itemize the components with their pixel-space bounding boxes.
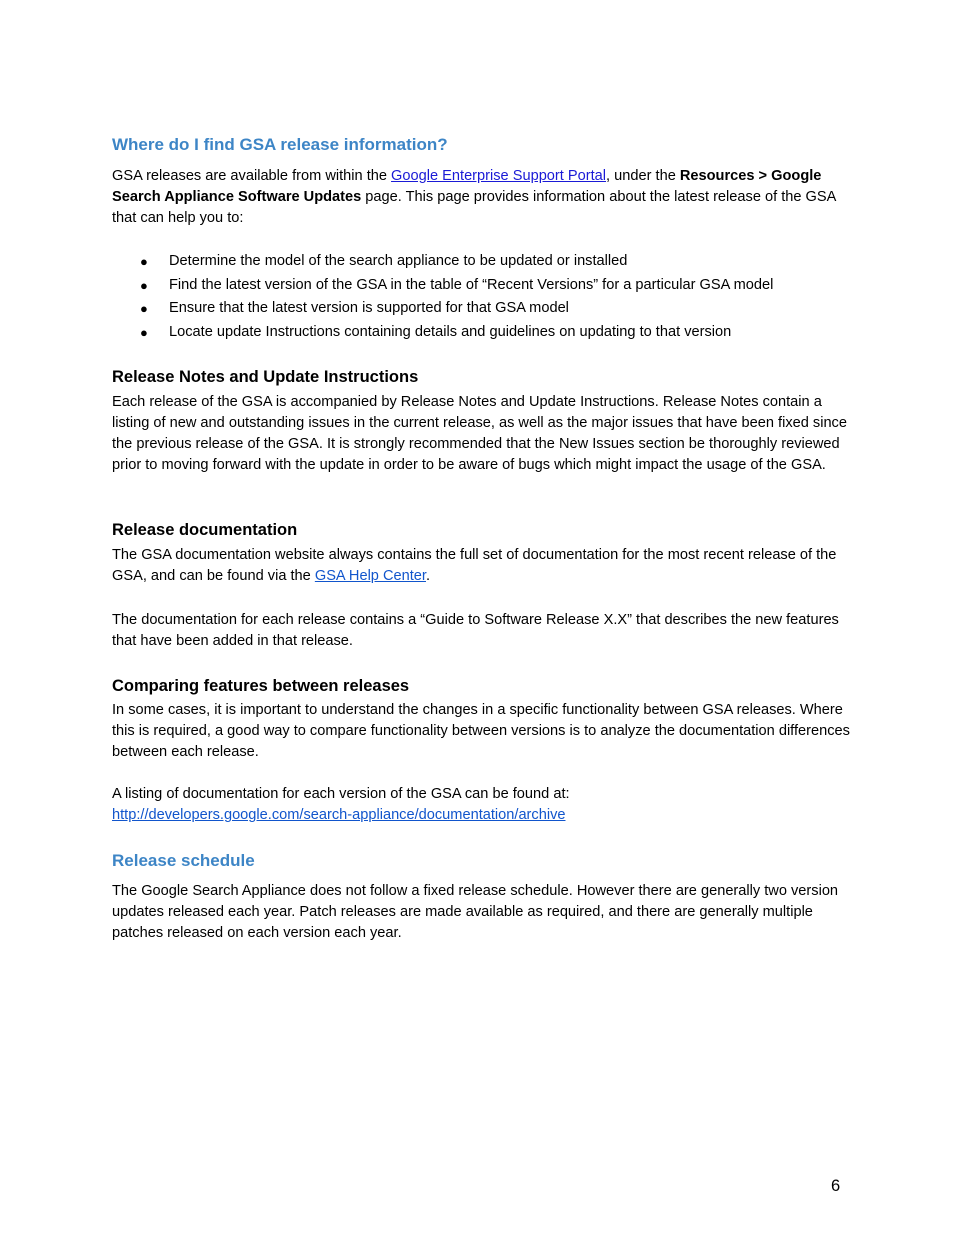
release-notes-paragraph: Each release of the GSA is accompanied by Release Notes and Update Instructions. Release Notes contain a listing of new and outstanding issues in the current release, as well as the major issues that have been fixed since the previous release of the GSA. It is strongly recommended that the New Issues section be thoroughly reviewed prior to moving forward with the update in order to be aware of bugs which might impact the usage of the GSA.	[112, 394, 847, 473]
release-docs-paragraph	[112, 545, 852, 587]
list-item-text: Find the latest version of the GSA in the table of “Recent Versions” for a particular GSA model	[169, 276, 774, 293]
intro-text-1: GSA releases are available from within the	[112, 168, 392, 184]
list-item	[112, 275, 852, 299]
bullet-icon: ●	[140, 324, 148, 340]
help-center-link[interactable]: GSA Help Center	[314, 568, 426, 584]
archive-text: A listing of documentation for each version of the GSA can be found at:	[112, 786, 570, 802]
intro-paragraph	[112, 166, 852, 229]
release-guide-paragraph: The documentation for each release contains a “Guide to Software Release X.X” that describes the new features that have been added in that release.	[112, 612, 839, 649]
page-number: 6	[831, 1177, 841, 1195]
comparing-paragraph: In some cases, it is important to understand the changes in a specific functionality between GSA releases. Where this is required, a good way to compare functionality between versions is to analyze the documentation differences between each release.	[112, 702, 850, 760]
heading-release-information: Where do I find GSA release information?	[112, 135, 448, 154]
schedule-paragraph: The Google Search Appliance does not follow a fixed release schedule. However there are generally two version updates released each year. Patch releases are made available as required, and there are generally multiple patches released on each version each year.	[112, 883, 839, 941]
release-docs-text-2: .	[425, 568, 431, 584]
heading-comparing-features: Comparing features between releases	[112, 677, 410, 695]
intro-text-2: , under the	[606, 168, 680, 184]
bullet-list	[112, 251, 852, 345]
document-page	[112, 0, 852, 1235]
list-item-text: Locate update Instructions containing details and guidelines on updating to that version	[169, 323, 732, 340]
bullet-icon: ●	[140, 301, 148, 316]
list-item	[112, 298, 852, 322]
list-item-text: Determine the model of the search appliance to be updated or installed	[169, 253, 628, 269]
bullet-icon: ●	[140, 277, 148, 293]
release-docs-text-1: The GSA documentation website always contains the full set of documentation for the most recent release of the GSA, and can be found via the	[112, 547, 837, 584]
heading-release-notes: Release Notes and Update Instructions	[112, 368, 419, 386]
intro-bold-text: Resources > Google Search Appliance Software Updates	[112, 168, 822, 205]
list-item-text: Ensure that the latest version is supported for that GSA model	[169, 300, 569, 316]
heading-release-documentation: Release documentation	[112, 521, 298, 539]
heading-release-schedule: Release schedule	[112, 851, 255, 870]
archive-paragraph	[112, 784, 852, 826]
intro-text-3: page. This page provides information about the latest release of the GSA that can help you to:	[112, 189, 836, 226]
archive-link[interactable]: http://developers.google.com/search-appliance/documentation/archive	[112, 807, 566, 823]
support-portal-link[interactable]: Google Enterprise Support Portal	[391, 168, 607, 184]
list-item	[112, 251, 852, 275]
bullet-icon: ●	[140, 254, 148, 269]
list-item	[112, 322, 852, 346]
